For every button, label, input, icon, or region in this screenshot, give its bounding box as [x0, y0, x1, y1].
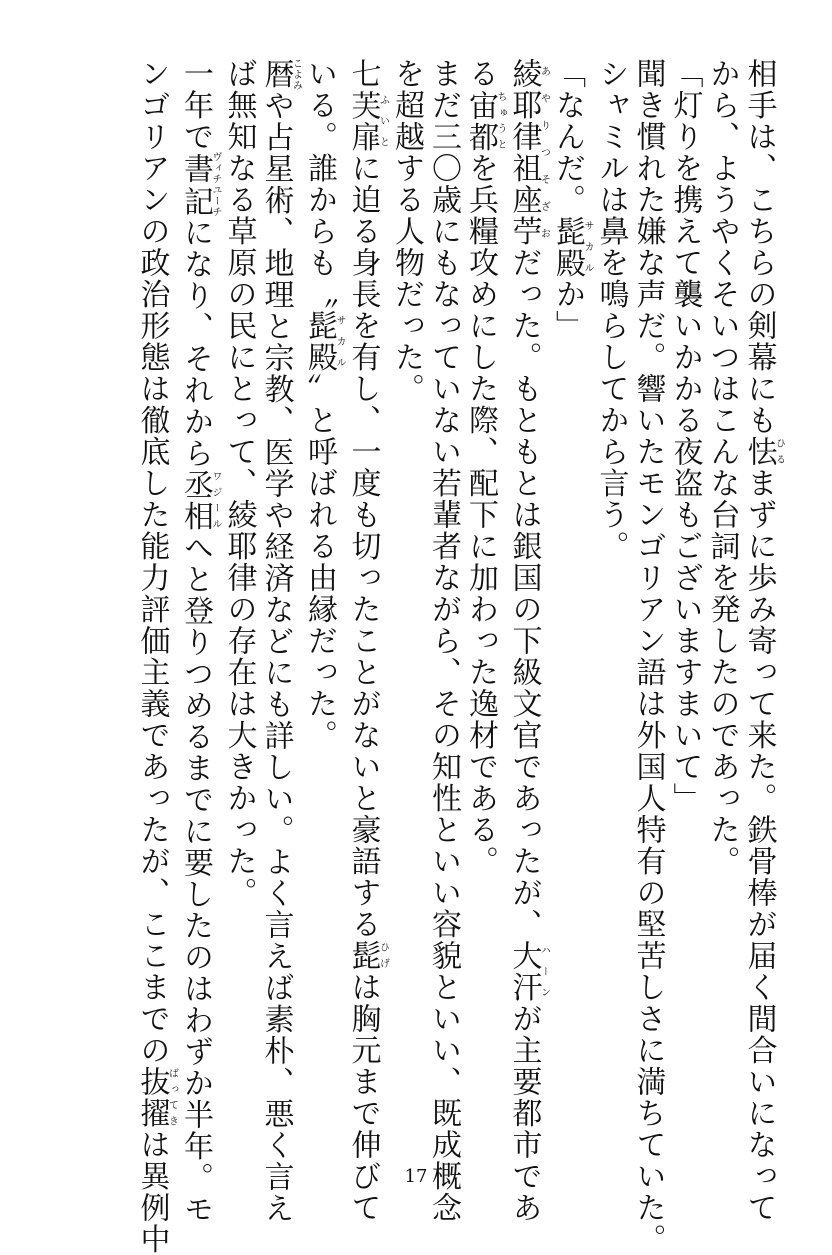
furigana: こよみ — [290, 58, 302, 91]
furigana: サカル — [334, 310, 345, 373]
text-column — [258, 58, 302, 1225]
text-run: になり、それから — [178, 217, 213, 469]
text-run: が主要都市であ — [506, 1003, 542, 1224]
text-column — [630, 58, 667, 1255]
text-run: や占星術、地理と宗教、医学や経済などにも詳しい。よく言えば素朴、悪く言え — [258, 90, 294, 1225]
text-run: か」 — [550, 278, 585, 342]
text-column — [462, 58, 506, 1158]
text-column — [221, 58, 258, 1158]
text-column — [388, 58, 425, 1158]
ruby-base: 髭殿 — [302, 310, 337, 373]
furigana: ふいと — [377, 89, 389, 153]
text-run: に迫る身長を有し、一度も切ったことがないと豪語する — [345, 152, 381, 940]
text-column — [704, 58, 741, 1158]
furigana: ばってき — [166, 1066, 178, 1129]
ruby-word — [178, 151, 221, 218]
text-column — [134, 58, 178, 1255]
text-run: まだ三〇歳にもなっていない若輩者ながら、その知性といい容貌といい、既成概念 — [426, 58, 461, 1224]
furigana: ちゅうと — [495, 89, 506, 153]
text-run: だった。もともとは銀国の下級文官であったが、 — [506, 247, 542, 940]
furigana: ハーン — [538, 940, 550, 1003]
ruby-word — [463, 89, 506, 153]
text-column — [301, 58, 345, 1158]
furigana: サカル — [582, 215, 593, 279]
text-column — [506, 58, 550, 1224]
text-run: る — [463, 58, 498, 90]
text-run: まずに歩み寄って来た。鉄骨棒が届く間合いになって — [741, 467, 777, 1224]
text-run: 〟と呼ばれる由縁だった。 — [302, 373, 337, 751]
text-column — [425, 58, 462, 1224]
furigana: ワジール — [210, 469, 221, 532]
text-run: 聞き慣れた嫌な声だ。響いたモンゴリアン語は外国人特有の堅苦しさに満ちていた。 — [630, 58, 666, 1255]
ruby-word — [506, 58, 550, 247]
furigana: あやりつそざお — [538, 58, 550, 247]
ruby-word — [134, 1066, 178, 1129]
text-run: 「灯りを携えて襲いかかる夜盗もございますまいて」 — [667, 58, 703, 814]
ruby-base: 書記 — [178, 151, 213, 218]
furigana: ひる — [773, 436, 785, 468]
ruby-base: 綾耶律祖座苧 — [506, 58, 542, 247]
text-run: いる。誰からも〝 — [302, 58, 337, 310]
furigana: ひげ — [377, 940, 389, 972]
furigana: ヴィチユーチ — [210, 151, 221, 218]
text-column — [345, 58, 389, 1224]
ruby-base: 芙扉 — [345, 89, 381, 153]
ruby-word — [178, 469, 221, 532]
text-column — [177, 58, 221, 1225]
text-column — [549, 58, 593, 1158]
ruby-word — [506, 940, 550, 1003]
text-column — [667, 58, 704, 1158]
ruby-base: 抜擢 — [134, 1066, 170, 1129]
text-run: 「なんだ。 — [550, 58, 585, 216]
ruby-base: 髭殿 — [550, 215, 585, 279]
text-run: シャミルは鼻を鳴らしてから言う。 — [593, 58, 629, 562]
text-run: 一年で — [178, 58, 213, 153]
ruby-base: 暦 — [258, 58, 294, 91]
ruby-word — [345, 940, 389, 972]
text-run: 相手は、こちらの剣幕にも — [741, 58, 777, 436]
text-run: は異例中 — [134, 1129, 170, 1255]
ruby-base: 髭 — [345, 940, 381, 972]
ruby-word — [741, 436, 785, 468]
ruby-word — [550, 215, 593, 279]
ruby-base: 大汗 — [506, 940, 542, 1003]
text-run: ンゴリアンの政治形態は徹底した能力評価主義であったが、ここまでの — [134, 58, 170, 1066]
text-run: ば無知なる草原の民にとって、綾耶律の存在は大きかった。 — [221, 58, 257, 909]
ruby-word — [345, 89, 389, 153]
ruby-word — [302, 310, 345, 373]
ruby-base: 宙都 — [463, 89, 498, 153]
text-run: へと登りつめるまでに要したのはわずか半年。モ — [178, 532, 213, 1225]
ruby-base: 怯 — [741, 436, 777, 468]
text-run: を兵糧攻めにした際、配下に加わった逸材である。 — [463, 152, 498, 877]
text-column — [593, 58, 630, 1158]
text-run: 七 — [345, 58, 381, 90]
page-number: 17 — [404, 1166, 428, 1187]
text-run: は胸元まで伸びて — [345, 971, 381, 1224]
text-run: を超越する人物だった。 — [389, 58, 424, 405]
text-run: から、ようやくそいつはこんな台詞を発したのであった。 — [704, 58, 740, 877]
ruby-word — [258, 58, 302, 91]
text-column — [741, 58, 785, 1224]
ruby-base: 丞相 — [178, 469, 213, 532]
